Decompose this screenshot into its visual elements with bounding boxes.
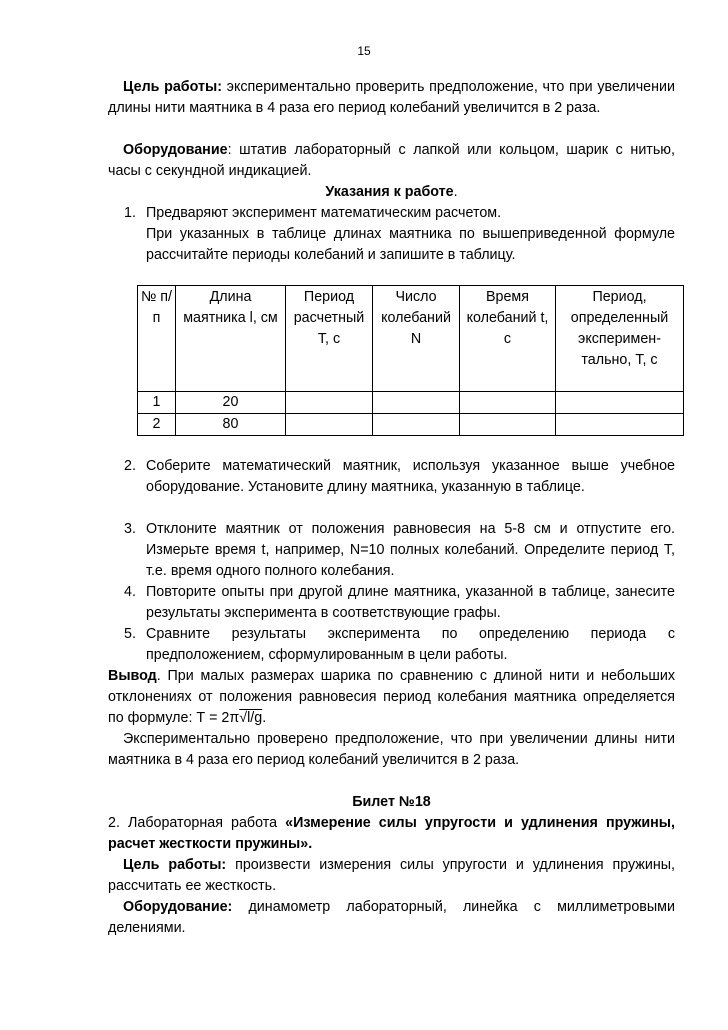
page-number: 15 xyxy=(357,44,371,58)
table-header-cell: Число колебаний N xyxy=(373,286,460,392)
table-header-row xyxy=(138,286,684,392)
equipment-text: : штатив лабораторный с лапкой или кольцом, шарик с нитью, часы с секундной индикацией. xyxy=(108,142,675,179)
data-table xyxy=(137,285,684,436)
table-header-cell: Период расчетный Т, с xyxy=(286,286,373,392)
step-text: Повторите опыты при другой длине маятника, указанной в таблице, занесите результаты эксперимента в соответствующие графы. xyxy=(146,584,675,621)
instructions-heading-dot: . xyxy=(453,184,458,200)
equipment-label: Оборудование xyxy=(123,142,228,158)
step-number: 1. xyxy=(124,205,136,221)
ticket-goal-label: Цель работы: xyxy=(123,857,227,873)
ticket-equipment-text: динамометр лабораторный, линейка с миллиметровыми делениями. xyxy=(108,899,675,936)
table-header-cell: Длина маятника l, см xyxy=(176,286,286,392)
conclusion-paragraph xyxy=(108,666,675,729)
list-item-step-1 xyxy=(124,203,675,266)
ticket-goal-paragraph xyxy=(108,855,675,897)
table-cell xyxy=(373,414,460,436)
table-cell xyxy=(373,392,460,414)
table-cell xyxy=(460,392,556,414)
table-cell xyxy=(286,392,373,414)
lab-prefix: 2. Лабораторная работа xyxy=(108,815,286,831)
step-text: Отклоните маятник от положения равновесия на 5-8 см и отпустите его. Измерьте время t, например, N=10 полных колебаний. Определите период Т, т.е. время одного полного колебания. xyxy=(146,521,675,579)
table-cell: 1 xyxy=(138,392,176,414)
instructions-heading xyxy=(108,182,675,203)
equipment-paragraph xyxy=(108,140,675,182)
formula-radicand: √l/g xyxy=(239,710,263,726)
step-1-line-2: При указанных в таблице длинах маятника по вышеприведенной формуле рассчитайте периоды колебаний и запишите в таблицу. xyxy=(146,226,675,263)
instructions-heading-text: Указания к работе xyxy=(325,184,454,200)
step-number: 4. xyxy=(124,584,136,600)
step-text: Соберите математический маятник, используя указанное выше учебное оборудование. Установите длину маятника, указанную в таблице. xyxy=(146,458,675,495)
table-cell xyxy=(286,414,373,436)
conclusion-label: Вывод xyxy=(108,668,157,684)
ticket-goal-text: произвести измерения силы упругости и удлинения пружины, рассчитать ее жесткость. xyxy=(108,857,676,894)
step-1-line-1: Предваряют эксперимент математическим расчетом. xyxy=(146,205,502,221)
lab-work-title xyxy=(108,813,675,855)
table-row xyxy=(138,414,684,436)
step-text: Сравните результаты эксперимента по определению периода с предположением, сформулированным в цели работы. xyxy=(146,626,675,663)
conclusion-paragraph-2: Экспериментально проверено предположение, что при увеличении длины нити маятника в 4 раза его период колебаний увеличится в 2 раза. xyxy=(108,731,675,768)
ticket-equipment-paragraph xyxy=(108,897,675,939)
step-number: 3. xyxy=(124,521,136,537)
table-cell: 80 xyxy=(176,414,286,436)
table-cell: 2 xyxy=(138,414,176,436)
lab-title: «Измерение силы упругости и удлинения пружины, расчет жесткости пружины». xyxy=(108,815,675,852)
table-header-cell: Период, определенный эксперимен-тально, Т, с xyxy=(556,286,684,392)
table-cell xyxy=(556,392,684,414)
ticket-equipment-label: Оборудование: xyxy=(123,899,233,915)
table-row xyxy=(138,392,684,414)
table-cell: 20 xyxy=(176,392,286,414)
ticket-title: Билет №18 xyxy=(352,794,431,810)
goal-label: Цель работы: xyxy=(123,79,222,95)
goal-paragraph xyxy=(108,77,675,119)
step-number: 5. xyxy=(124,626,136,642)
list-item-step-5 xyxy=(124,624,675,666)
formula-end: . xyxy=(262,710,267,726)
table-header-cell: Время колебаний t, с xyxy=(460,286,556,392)
conclusion-text: . При малых размерах шарика по сравнению с длиной нити и небольших отклонениях от положения равновесия период колебания маятника определяется по формуле: Т = 2π xyxy=(108,668,675,726)
list-item-step-3 xyxy=(124,519,675,582)
list-item-step-4 xyxy=(124,582,675,624)
table-cell xyxy=(460,414,556,436)
table-header-cell: № п/п xyxy=(138,286,176,392)
table-cell xyxy=(556,414,684,436)
step-number: 2. xyxy=(124,458,136,474)
goal-text: экспериментально проверить предположение, что при увеличении длины нити маятника в 4 раза его период колебаний увеличится в 2 раза. xyxy=(108,79,675,116)
list-item-step-2 xyxy=(124,456,675,498)
